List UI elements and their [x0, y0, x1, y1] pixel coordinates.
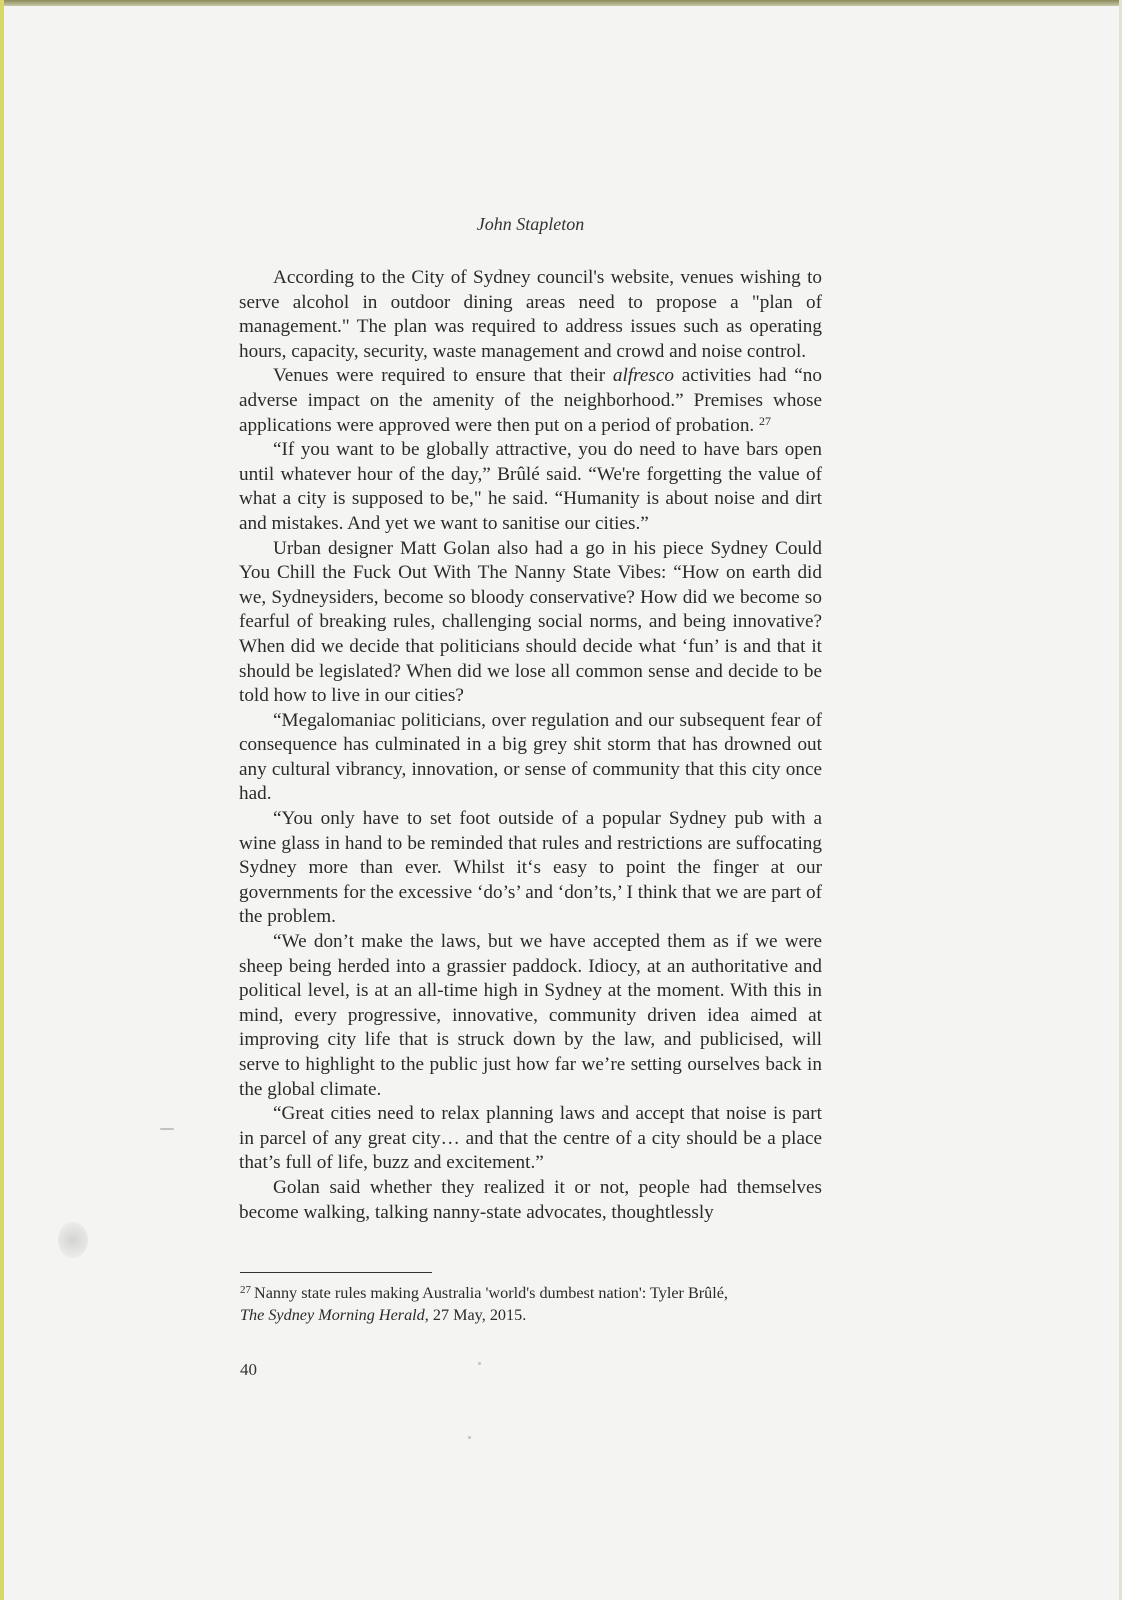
- footnote-reference: 27: [759, 413, 772, 428]
- paragraph: Urban designer Matt Golan also had a go in his piece Sydney Could You Chill the Fuck Out With The Nanny State Vibes: “How on earth did we, Sydneysiders, become so bloody conservative? How did we become so fearful of breaking rules, challenging social norms, and being innovative? When did we decide that politicians should decide what ‘fun’ is and that it should be legislated? When did we lose all common sense and decide to be told how to live in our cities?: [239, 537, 822, 707]
- scan-speck: [160, 1128, 174, 1130]
- paragraph: “Megalomaniac politicians, over regulation and our subsequent fear of consequence has culminated in a big grey shit storm that has drowned out any cultural vibrancy, innovation, or sense of community that this city once had.: [239, 709, 822, 805]
- footnote-source: The Sydney Morning Herald: [240, 1306, 425, 1324]
- body-text: [239, 266, 822, 1225]
- paragraph: [239, 364, 822, 438]
- italic-term: alfresco: [612, 365, 675, 387]
- paragraph: “You only have to set foot outside of a popular Sydney pub with a wine glass in hand to be reminded that rules and restrictions are suffocating Sydney more than ever. Whilst it‘s easy to point the finger at our governments for the excessive ‘do’s’ and ‘don’ts,’ I think that we are part of the problem.: [239, 808, 822, 928]
- footnote-date: , 27 May, 2015.: [424, 1306, 527, 1324]
- paragraph: Golan said whether they realized it or not, people had themselves become walking, talking nanny-state advocates, thoughtlessly: [239, 1176, 822, 1223]
- paragraph: “Great cities need to relax planning laws and accept that noise is part in parcel of any great city… and that the centre of a city should be a place that’s full of life, buzz and excitement.”: [239, 1103, 822, 1174]
- scan-smudge: [58, 1222, 88, 1258]
- footnote-text: Nanny state rules making Australia 'world's dumbest nation': Tyler Brûlé,: [254, 1284, 728, 1302]
- paragraph-text: Venues were required to ensure that their: [273, 365, 613, 387]
- scan-speck: [468, 1436, 471, 1439]
- paragraph: According to the City of Sydney council's website, venues wishing to serve alcohol in outdoor dining areas need to propose a "plan of management." The plan was required to address issues such as operating hours, capacity, security, waste management and crowd and noise control.: [239, 267, 822, 362]
- footnote: [240, 1282, 823, 1326]
- scan-speck: [478, 1362, 481, 1365]
- footnote-divider: [240, 1272, 432, 1273]
- paragraph: “If you want to be globally attractive, you do need to have bars open until whatever hour of the day,” Brûlé said. “We're forgetting the value of what a city is supposed to be," he said. “Humanity is about noise and dirt and mistakes. And yet we want to sanitise our cities.”: [239, 439, 822, 534]
- page-number: 40: [240, 1360, 257, 1379]
- paragraph: “We don’t make the laws, but we have accepted them as if we were sheep being herded into a grassier paddock. Idiocy, at an authoritative and political level, is at an all-time high in Sydney at the moment. With this in mind, every progressive, innovative, community driven idea aimed at improving city life that is struck down by the law, and publicised, will serve to highlight to the public just how far we’re setting ourselves back in the global climate.: [239, 931, 822, 1100]
- footnote-number: 27: [240, 1284, 251, 1296]
- paragraph-text: activities had “no adverse impact on the amenity of the neighborhood.” Premises whose applications were approved were then put on a period of probation.: [239, 365, 822, 436]
- running-head: John Stapleton: [476, 214, 585, 234]
